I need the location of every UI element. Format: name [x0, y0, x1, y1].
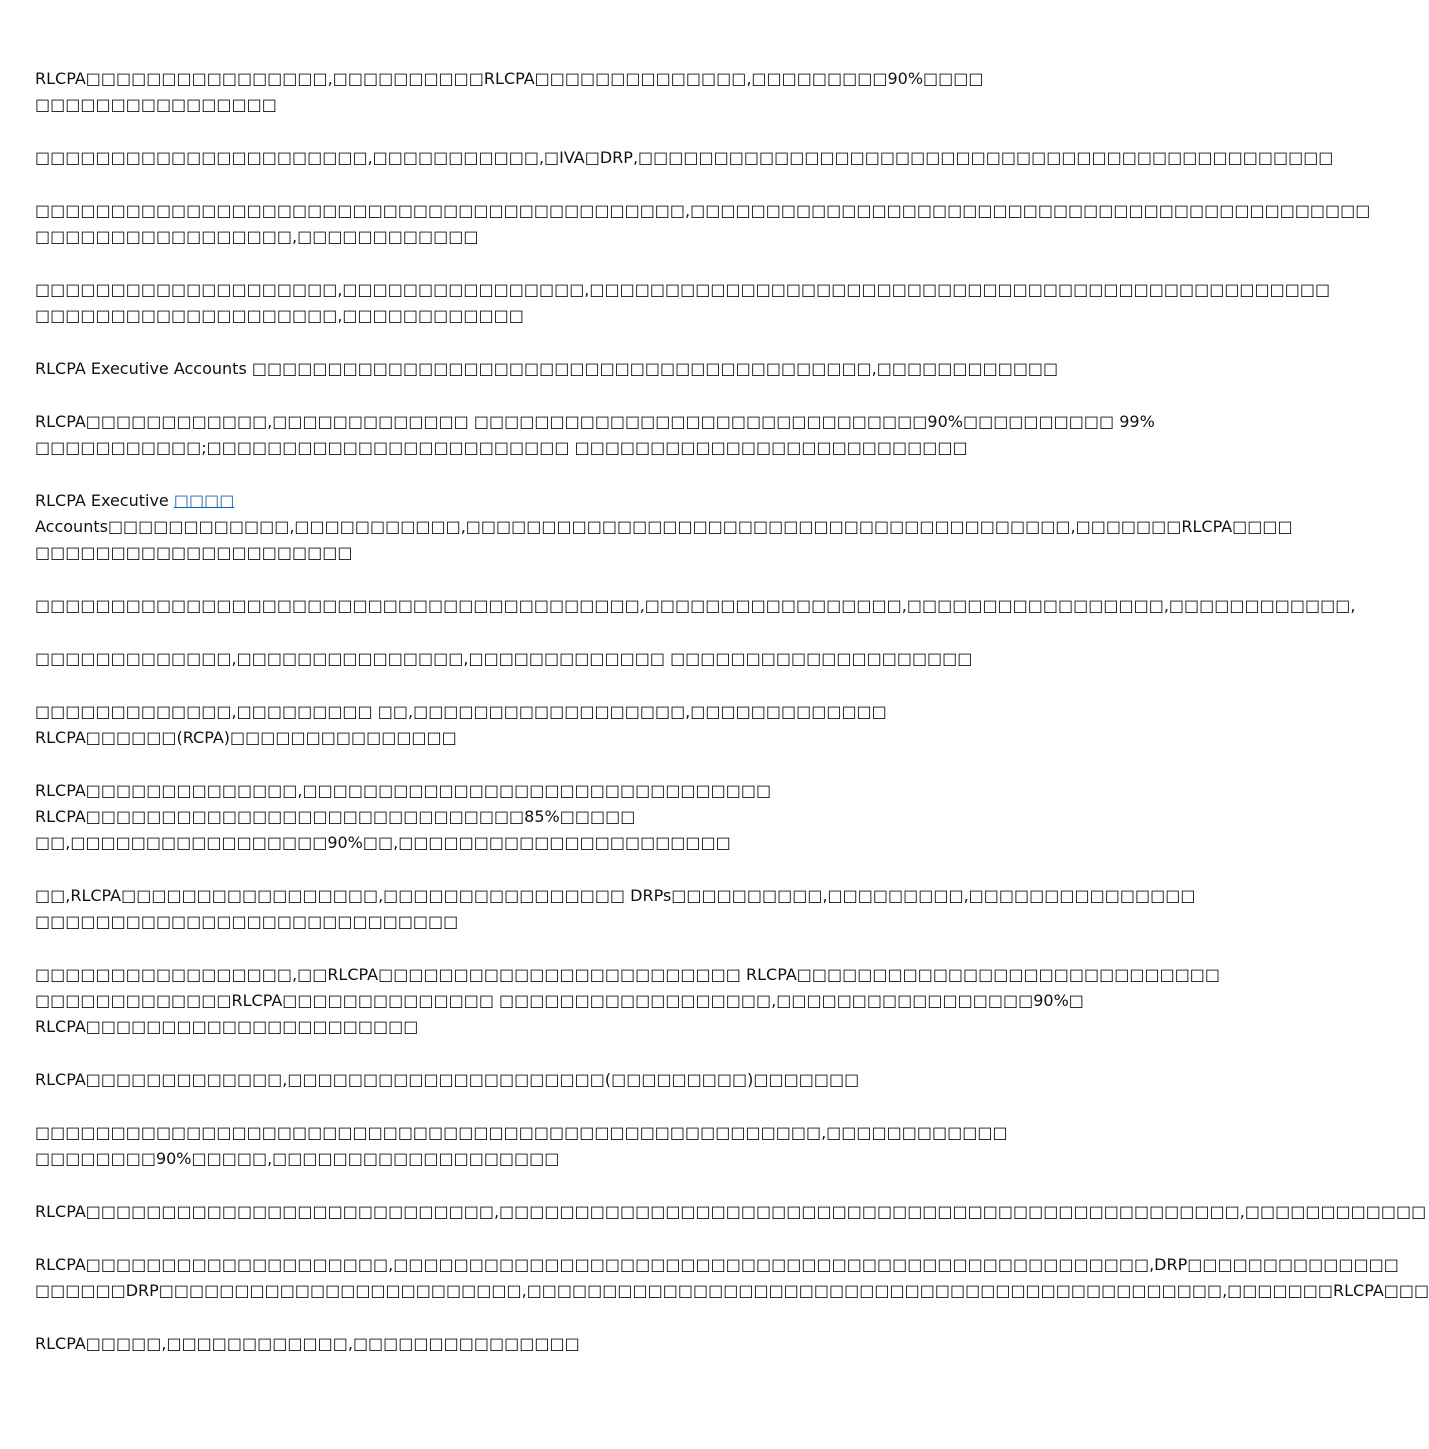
paragraph [35, 66, 990, 118]
text-line: □□□□□□□□□□□;□□□□□□□□□□□□□□□□□□□□□□□□ □□□□□□□□□□□□□□□□□□□□□□□□□□ [35, 438, 968, 457]
text-line: □□□□□□□□□□□□□□□□ [35, 95, 277, 114]
paragraph [35, 1199, 1427, 1225]
text-line: □□□□□□□□□□□□□□□□□,□□RLCPA□□□□□□□□□□□□□□□□□□□□□□□□ RLCPA□□□□□□□□□□□□□□□□□□□□□□□□□□□□ [35, 965, 1221, 984]
text-line: □□□□□□□□□□□□□□□□□□□□□□□□□□□□□□□□□□□□□□□□,□□□□□□□□□□□□□□□□□,□□□□□□□□□□□□□□□□□,□□□□□□□□□□□□, [35, 596, 1356, 615]
paragraph [35, 1331, 990, 1357]
text-line: □□□□□□□□□□□□□RLCPA□□□□□□□□□□□□□□ □□□□□□□□□□□□□□□□□□,□□□□□□□□□□□□□□□□□90%□ [35, 991, 1084, 1010]
text-line: RLCPA□□□□□□□□□□□□,□□□□□□□□□□□□□ □□□□□□□□□□□□□□□□□□□□□□□□□□□□□□90%□□□□□□□□□□ 99% [35, 412, 1155, 431]
text-line: □□□□□□□□□□□□□,□□□□□□□□□ □□,□□□□□□□□□□□□□□□□□□,□□□□□□□□□□□□□ [35, 702, 887, 721]
text-line: RLCPA□□□□□□(RCPA)□□□□□□□□□□□□□□□ [35, 728, 457, 747]
text-line: RLCPA Executive Accounts □□□□□□□□□□□□□□□□□□□□□□□□□□□□□□□□□□□□□□□□□,□□□□□□□□□□□□ [35, 359, 1059, 378]
text-line: □□□□□□□□□□□□□□□□□□□□□ [35, 543, 353, 562]
text-line: RLCPA□□□□□□□□□□□□□□□□□□□□□□□□□□□,□□□□□□□□□□□□□□□□□□□□□□□□□□□□□□□□□□□□□□□□□□□□□□□□□,□□□□□□□□□□□□ [35, 1202, 1427, 1221]
paragraph [35, 778, 990, 856]
paragraph [35, 593, 1356, 619]
text-line: □□□□□□□□□□□□□,□□□□□□□□□□□□□□□,□□□□□□□□□□□□□ □□□□□□□□□□□□□□□□□□□□ [35, 649, 973, 668]
text-line: RLCPA□□□□□□□□□□□□□□□□□□□□□□ [35, 1017, 419, 1036]
text-line: Accounts□□□□□□□□□□□□,□□□□□□□□□□□,□□□□□□□□□□□□□□□□□□□□□□□□□□□□□□□□□□□□□□□□,□□□□□□□RLCPA□□□□ [35, 517, 1293, 536]
paragraph [35, 356, 1059, 382]
paragraph [35, 1067, 990, 1093]
text-line: □□□□□□DRP□□□□□□□□□□□□□□□□□□□□□□□□,□□□□□□□□□□□□□□□□□□□□□□□□□□□□□□□□□□□□□□□□□□□□□□,□□□□□□□RLCPA□□□ [35, 1281, 1429, 1300]
text-line: □□□□□□□□□□□□□□□□□□□□,□□□□□□□□□□□□ [35, 306, 524, 325]
text-line: □□□□□□□□□□□□□□□□□□□□□□□□□□□□□□□□□□□□□□□□□□□□□□□□□□□□,□□□□□□□□□□□□ [35, 1123, 1008, 1142]
paragraph [35, 1252, 1429, 1304]
text-line: □□□□□□□□□□□□□□□□□□□□,□□□□□□□□□□□□□□□□,□□□□□□□□□□□□□□□□□□□□□□□□□□□□□□□□□□□□□□□□□□□□□□□□□ [35, 280, 1331, 299]
text-line [35, 488, 990, 514]
paragraph [35, 962, 1221, 1040]
text-line: RLCPA□□□□□□□□□□□□□□□□,□□□□□□□□□□RLCPA□□□□□□□□□□□□□□,□□□□□□□□□90%□□□□ [35, 69, 984, 88]
text-line: RLCPA□□□□□□□□□□□□□□,□□□□□□□□□□□□□□□□□□□□□□□□□□□□□□□ [35, 781, 772, 800]
paragraph-with-link [35, 488, 1293, 566]
text-line: RLCPA□□□□□,□□□□□□□□□□□□,□□□□□□□□□□□□□□□ [35, 1334, 580, 1353]
paragraph [35, 1120, 1008, 1172]
paragraph [35, 409, 1155, 461]
text-line: RLCPA□□□□□□□□□□□□□,□□□□□□□□□□□□□□□□□□□□□(□□□□□□□□□)□□□□□□□ [35, 1070, 860, 1089]
document-body [35, 66, 1429, 1426]
paragraph [35, 198, 1371, 250]
text-segment: RLCPA Executive [35, 491, 174, 510]
text-line: RLCPA□□□□□□□□□□□□□□□□□□□□,□□□□□□□□□□□□□□□□□□□□□□□□□□□□□□□□□□□□□□□□□□□□□□□□□□,DRP□□□□□□□□□□□□□□ [35, 1255, 1399, 1274]
text-line: □□□□□□□□□□□□□□□□□□□□□□□□□□□□ [35, 912, 459, 931]
text-line: □□□□□□□□□□□□□□□□□□□□□□□□□□□□□□□□□□□□□□□□□□□,□□□□□□□□□□□□□□□□□□□□□□□□□□□□□□□□□□□□□□□□□□□□□ [35, 201, 1371, 220]
paragraph [35, 646, 990, 672]
text-line: □□□□□□□□□□□□□□□□□,□□□□□□□□□□□□ [35, 227, 479, 246]
paragraph [35, 699, 990, 751]
text-line: □□,□□□□□□□□□□□□□□□□□90%□□,□□□□□□□□□□□□□□□□□□□□□□ [35, 833, 731, 852]
paragraph [35, 277, 1331, 329]
text-line: □□□□□□□□□□□□□□□□□□□□□□,□□□□□□□□□□□,□IVA□DRP,□□□□□□□□□□□□□□□□□□□□□□□□□□□□□□□□□□□□□□□□□□□□□□ [35, 148, 1334, 167]
text-line: □□,RLCPA□□□□□□□□□□□□□□□□□,□□□□□□□□□□□□□□□□ DRPs□□□□□□□□□□,□□□□□□□□□,□□□□□□□□□□□□□□□ [35, 886, 1196, 905]
paragraph [35, 145, 1334, 171]
paragraph [35, 883, 1196, 935]
text-line: RLCPA□□□□□□□□□□□□□□□□□□□□□□□□□□□□□85%□□□□□ [35, 807, 636, 826]
text-line: □□□□□□□□90%□□□□□,□□□□□□□□□□□□□□□□□□□ [35, 1149, 560, 1168]
inline-link[interactable]: □□□□ [173, 491, 235, 510]
